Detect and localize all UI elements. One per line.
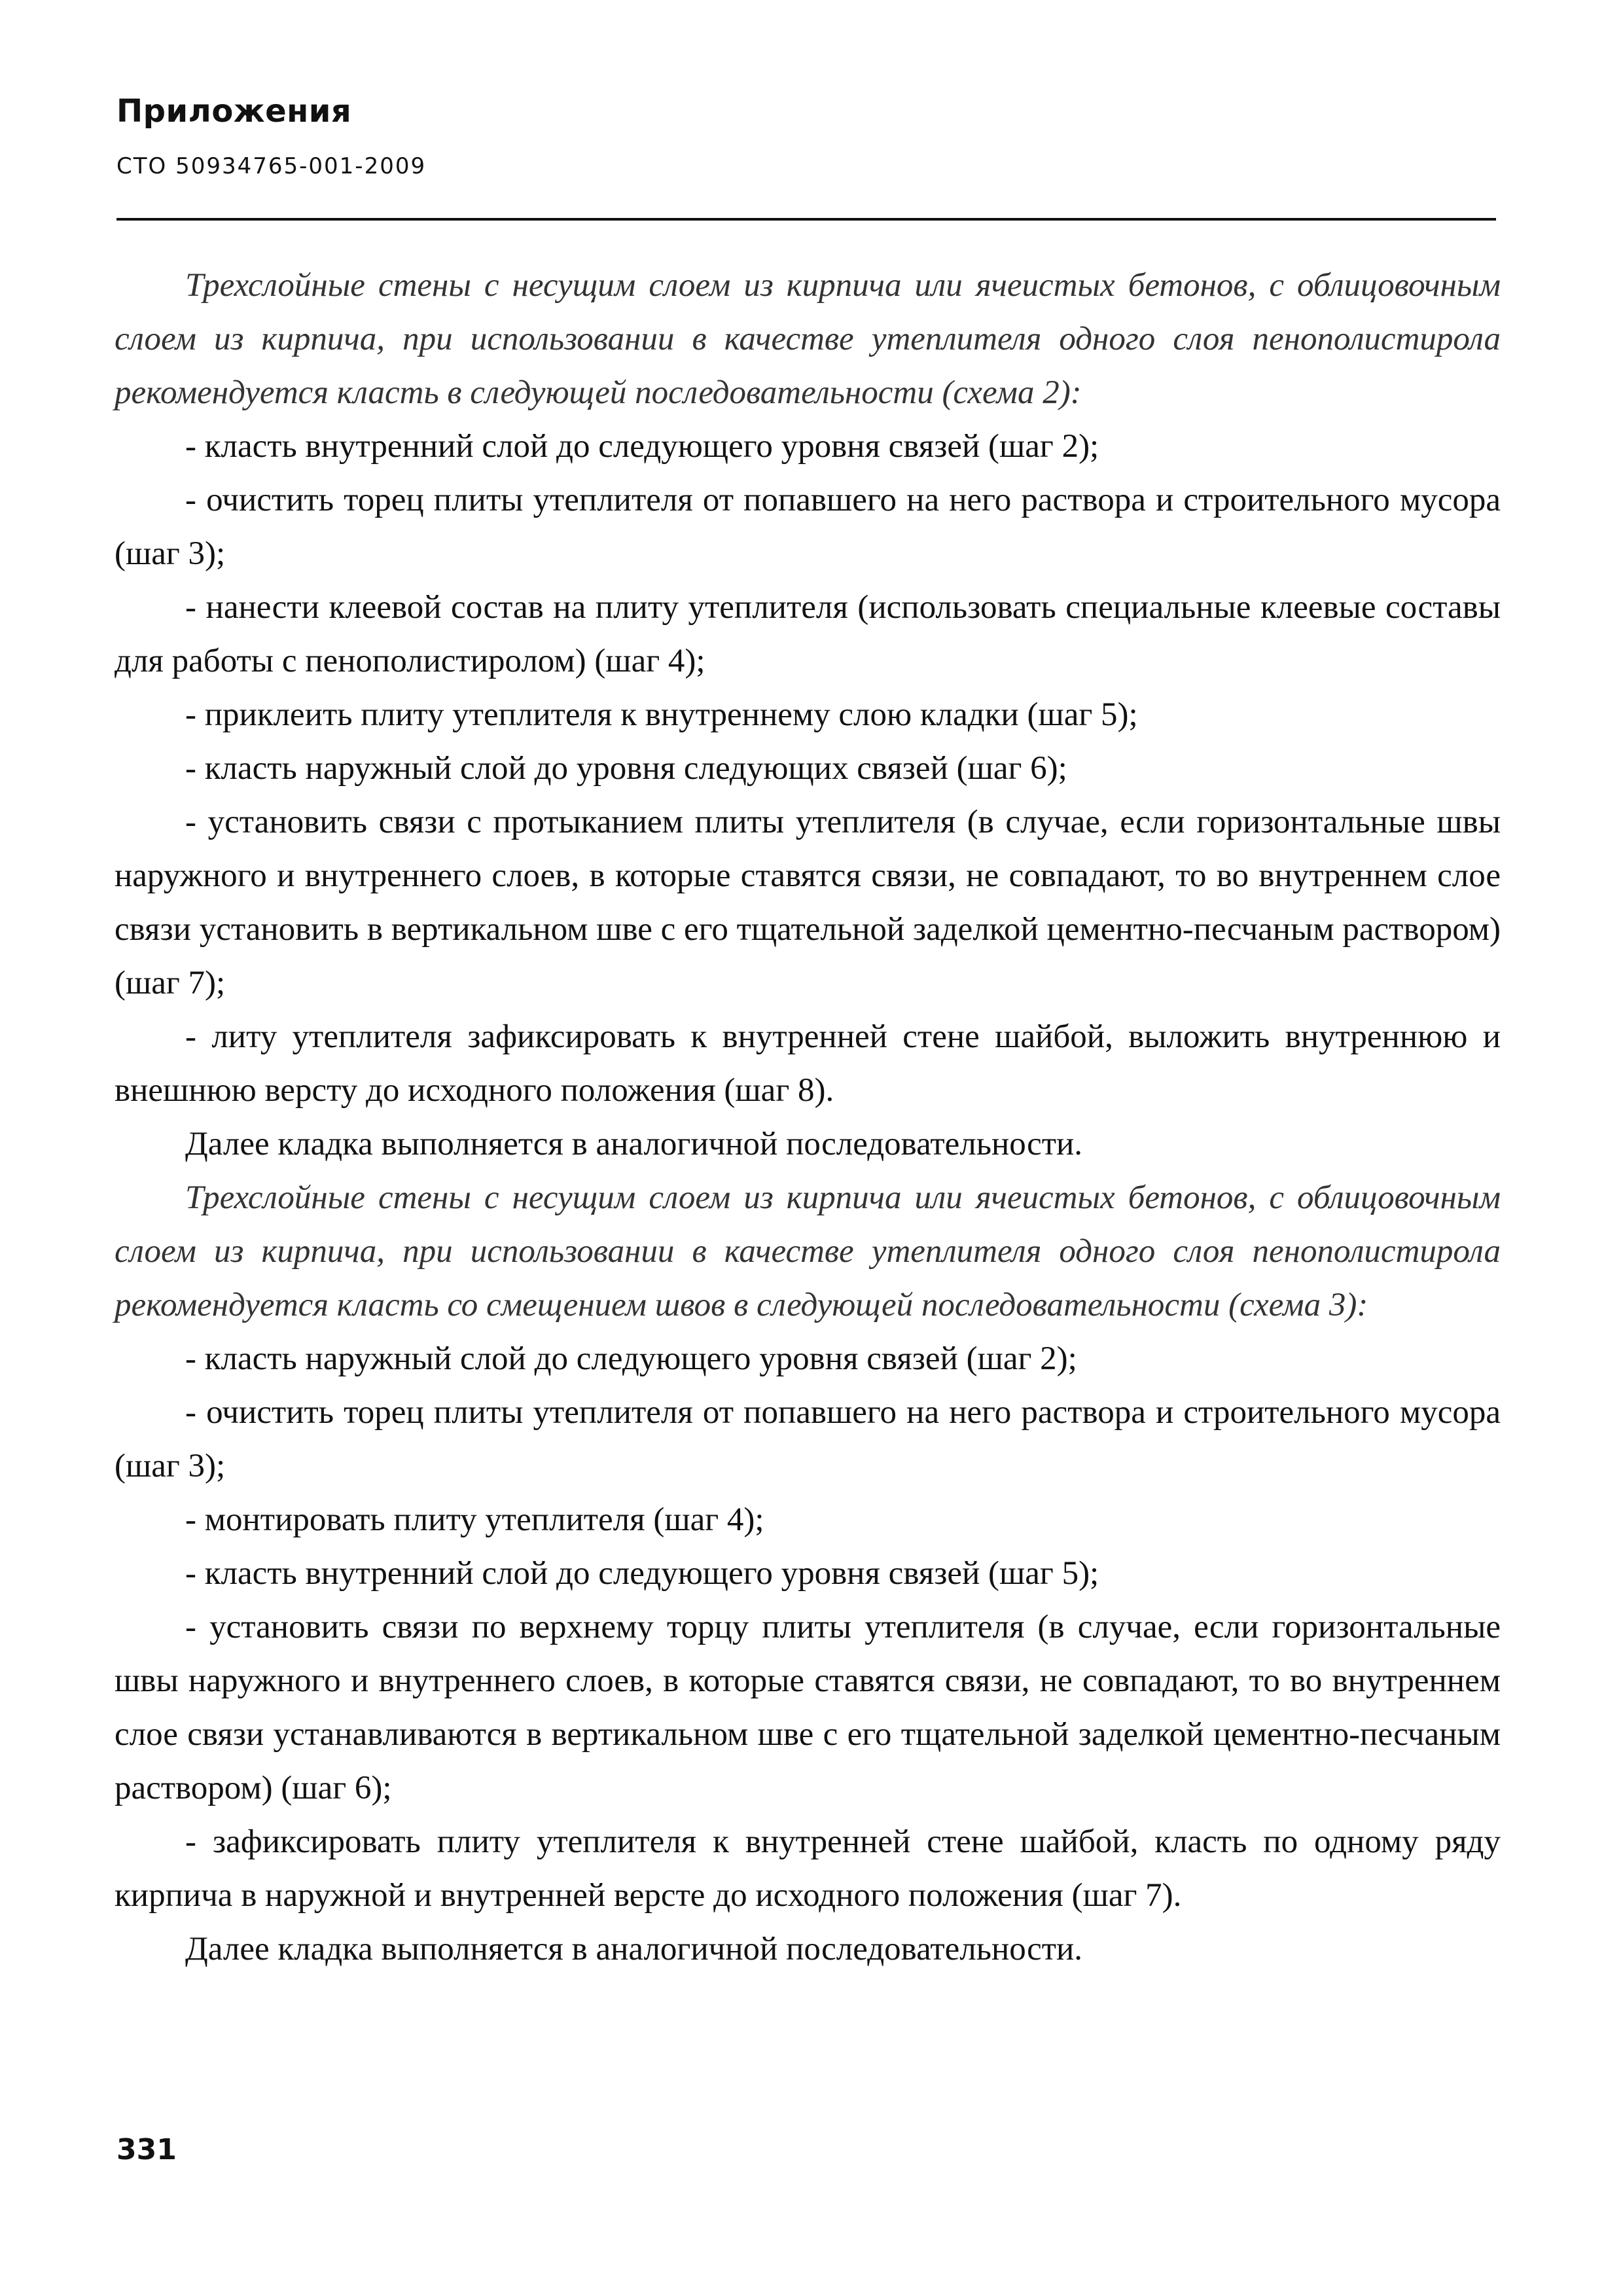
step-item: - приклеить плиту утеплителя к внутреннему слою кладки (шаг 5); <box>185 696 1138 733</box>
step-item: - литу утеплителя зафиксировать к внутренней стене шайбой, выложить внутреннюю и внешнюю версту до исходного положения (шаг 8). <box>115 1018 1501 1109</box>
section-title: Приложения <box>116 93 352 130</box>
step-item: - установить связи по верхнему торцу плиты утеплителя (в случае, если горизонтальные швы наружного и внутреннего слоев, в которые ставятся связи, не совпадают, то во внутреннем слое связи устанавливаются в вертикальном шве с его тщательной заделкой цементно-песчаным раствором) (шаг 6); <box>115 1609 1501 1806</box>
step-item: - класть внутренний слой до следующего уровня связей (шаг 5); <box>185 1555 1099 1592</box>
step-item: - класть наружный слой до следующего уровня связей (шаг 2); <box>185 1340 1077 1377</box>
body-text <box>115 259 1501 1976</box>
document-code: СТО 50934765-001-2009 <box>116 153 427 179</box>
step-item: - установить связи с протыканием плиты утеплителя (в случае, если горизонтальные швы наружного и внутреннего слоев, в которые ставятся связи, не совпадают, то во внутреннем слое связи установить в вертикальном шве с его тщательной заделкой цементно-песчаным раствором) (шаг 7); <box>115 804 1501 1001</box>
step-item: - очистить торец плиты утеплителя от попавшего на него раствора и строительного мусора (шаг 3); <box>115 1394 1501 1484</box>
closing-paragraph: Далее кладка выполняется в аналогичной последовательности. <box>185 1126 1083 1162</box>
step-item: - нанести клеевой состав на плиту утеплителя (использовать специальные клеевые составы для работы с пенополистиролом) (шаг 4); <box>115 589 1501 679</box>
intro-paragraph-scheme-2: Трехслойные стены с несущим слоем из кирпича или ячеистых бетонов, с облицовочным слоем из кирпича, при использовании в качестве утеплителя одного слоя пенополистирола рекомендуется класть в следующей последовательности (схема 2): <box>115 267 1501 411</box>
step-item: - очистить торец плиты утеплителя от попавшего на него раствора и строительного мусора (шаг 3); <box>115 482 1501 572</box>
intro-paragraph-scheme-3: Трехслойные стены с несущим слоем из кирпича или ячеистых бетонов, с облицовочным слоем из кирпича, при использовании в качестве утеплителя одного слоя пенополистирола рекомендуется класть со смещением швов в следующей последовательности (схема 3): <box>115 1179 1501 1323</box>
page-number: 331 <box>116 2133 177 2166</box>
step-item: - монтировать плиту утеплителя (шаг 4); <box>185 1501 764 1538</box>
page-header <box>116 85 1497 186</box>
header-divider <box>116 218 1496 221</box>
step-item: - класть наружный слой до уровня следующих связей (шаг 6); <box>185 750 1067 787</box>
step-item: - зафиксировать плиту утеплителя к внутренней стене шайбой, класть по одному ряду кирпича в наружной и внутренней версте до исходного положения (шаг 7). <box>115 1823 1501 1914</box>
step-item: - класть внутренний слой до следующего уровня связей (шаг 2); <box>185 428 1099 465</box>
closing-paragraph: Далее кладка выполняется в аналогичной последовательности. <box>185 1931 1083 1967</box>
